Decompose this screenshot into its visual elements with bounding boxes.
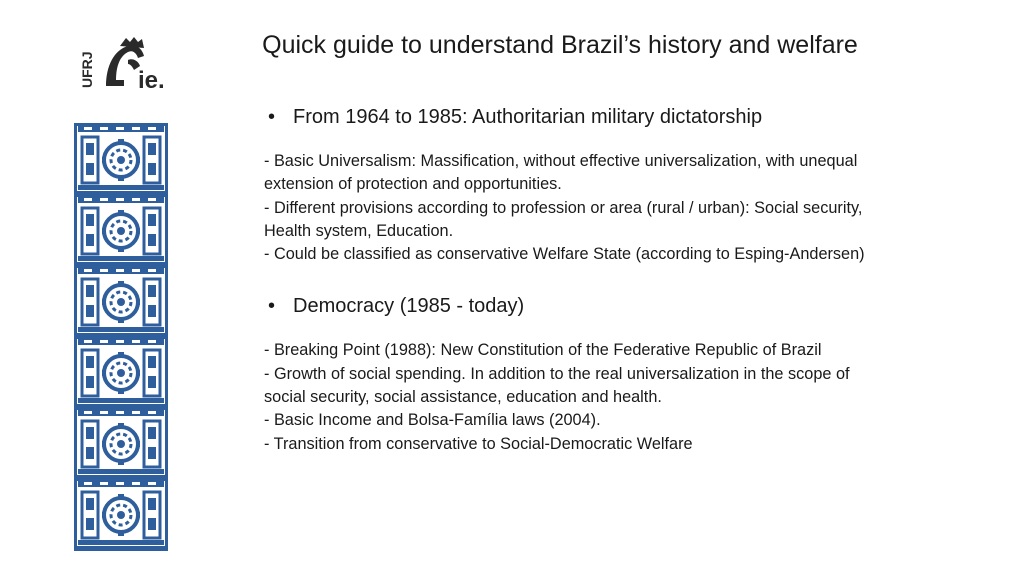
svg-text:ie.: ie. <box>138 67 165 94</box>
section-heading-text: Democracy (1985 - today) <box>293 295 525 318</box>
section-heading <box>268 293 884 319</box>
body-line: - Different provisions according to profession or area (rural / urban): Social security, Health system, Education. <box>264 198 863 240</box>
bullet-marker: • <box>268 295 276 318</box>
body-line: - Basic Income and Bolsa-Família laws (2004). <box>264 411 601 430</box>
slide-content <box>264 104 884 456</box>
body-line: - Transition from conservative to Social-Democratic Welfare <box>264 434 693 453</box>
ufrj-ie-logo <box>76 36 176 98</box>
svg-text:UFRJ: UFRJ <box>79 51 95 88</box>
body-line: - Growth of social spending. In addition to the real universalization in the scope of social security, social assistance, education and health. <box>264 364 850 407</box>
section-body <box>264 339 884 455</box>
azulejo-tile-strip <box>74 123 168 551</box>
section-heading <box>268 104 884 130</box>
slide-title: Quick guide to understand Brazil’s history and welfare <box>262 31 858 59</box>
body-line: - Basic Universalism: Massification, without effective universalization, with unequal extension of protection and opportunities. <box>264 152 858 194</box>
body-line: - Breaking Point (1988): New Constitution of the Federative Republic of Brazil <box>264 341 822 360</box>
section-body <box>264 150 884 266</box>
body-line: - Could be classified as conservative Welfare State (according to Esping-Andersen) <box>264 245 865 264</box>
section-heading-text: From 1964 to 1985: Authoritarian military dictatorship <box>293 106 763 128</box>
bullet-marker: • <box>268 106 276 128</box>
